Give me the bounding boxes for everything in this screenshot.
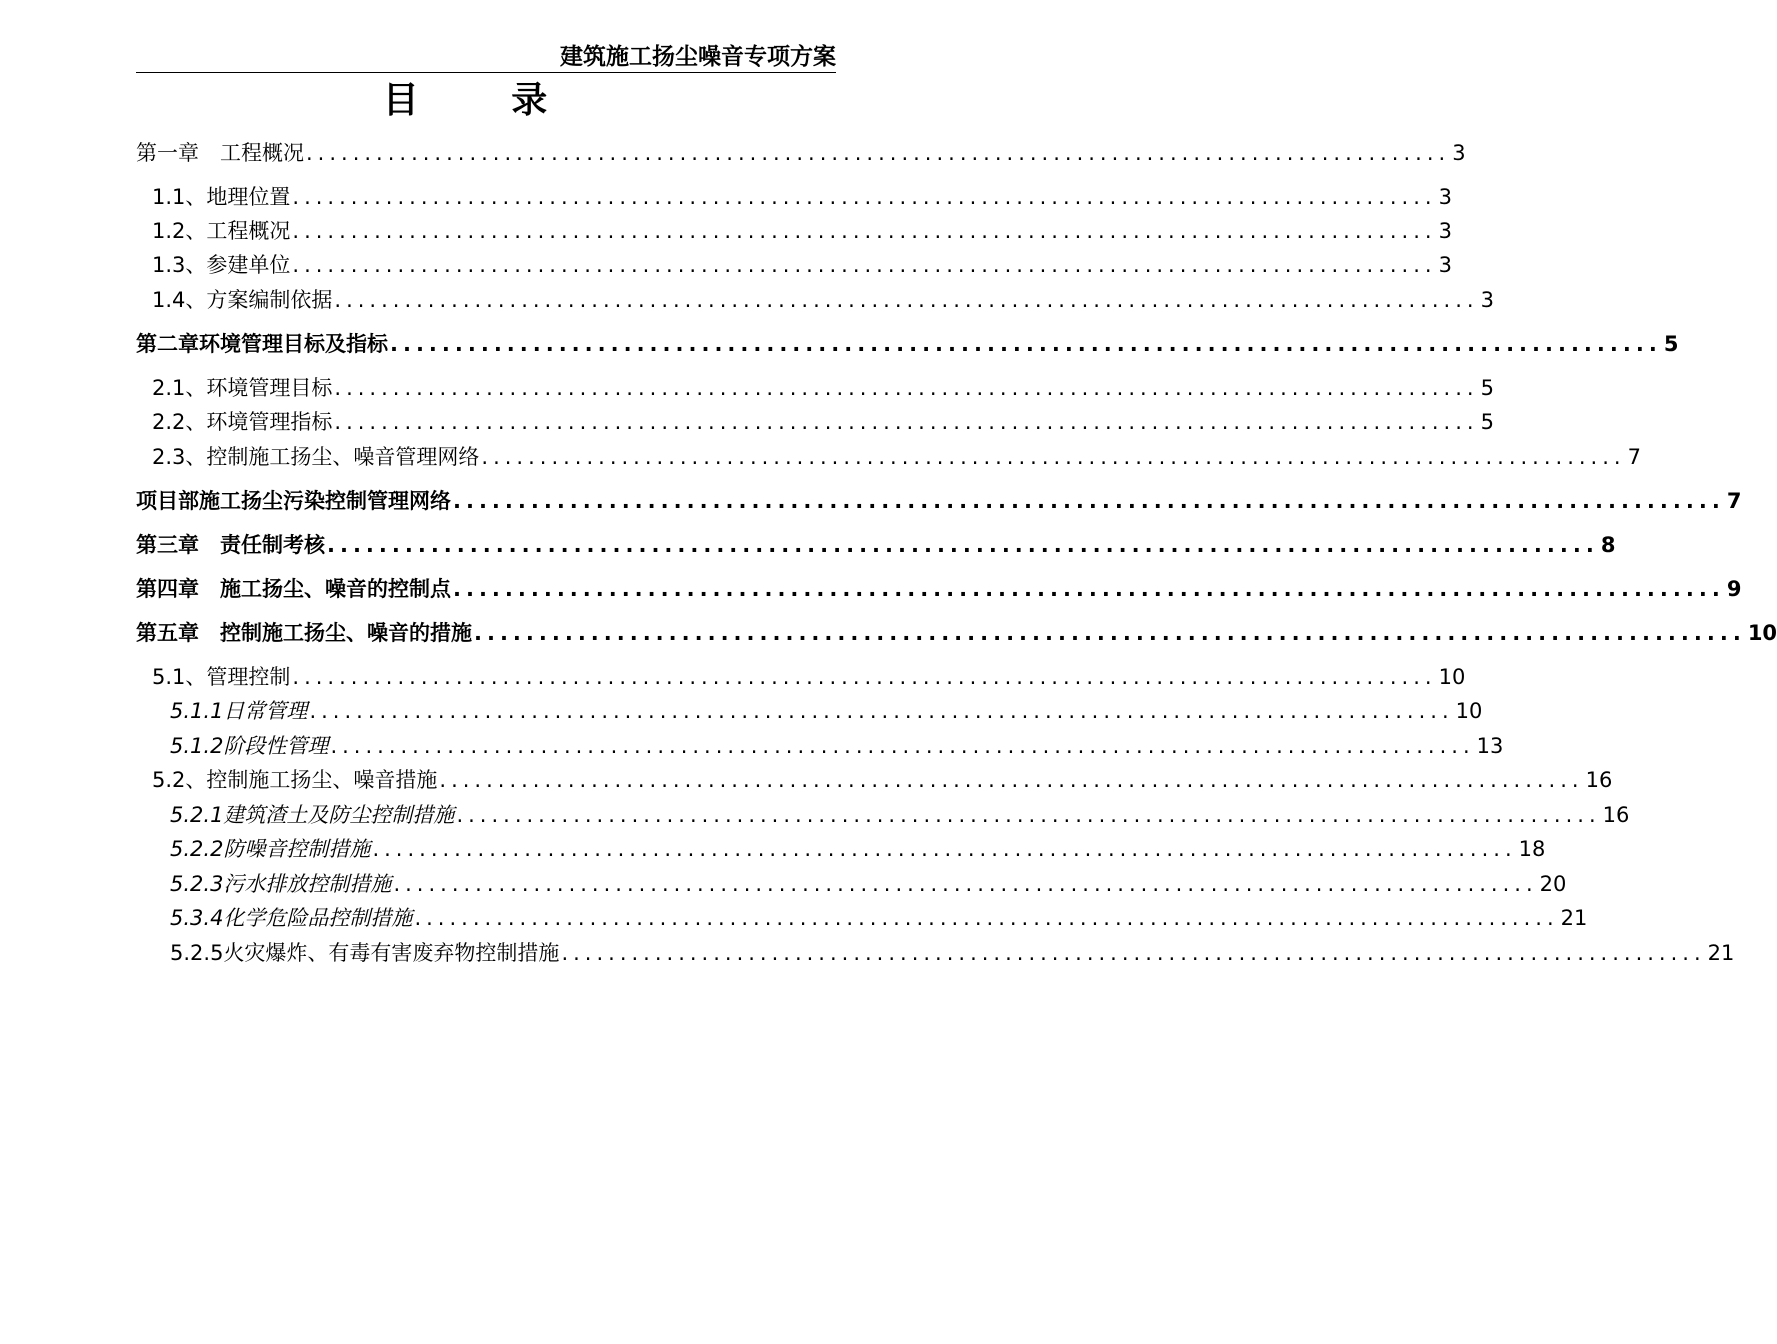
dot-leader: .................................................................................................. (309, 699, 1454, 723)
dot-leader: .................................................................................................. (474, 621, 1746, 645)
toc-entry-1-3[interactable] (136, 250, 1452, 280)
dot-leader: .................................................................................................. (327, 533, 1599, 557)
dot-leader: .................................................................................................. (334, 376, 1479, 400)
toc-entry-page: 8 (1600, 533, 1616, 557)
dot-leader: .................................................................................................. (334, 288, 1479, 312)
toc-entry-page: 13 (1476, 734, 1504, 758)
toc-entry-5-1-2[interactable] (136, 731, 1504, 761)
toc-entry-label: 2.1、环境管理目标 (152, 376, 333, 400)
toc-entry-label: 2.2、环境管理指标 (152, 410, 333, 434)
toc-entry-2-3[interactable] (136, 442, 1641, 472)
toc-entry-5-2-1[interactable] (136, 800, 1630, 830)
toc-entry-chapter-5[interactable] (136, 618, 1777, 648)
header-rule (136, 72, 836, 73)
toc-entry-5-1-1[interactable] (136, 696, 1483, 726)
dot-leader: .................................................................................................. (439, 768, 1584, 792)
toc-entry-page: 21 (1707, 941, 1735, 965)
toc-entry-label: 5.2.2防噪音控制措施 (170, 837, 371, 861)
toc-entry-1-2[interactable] (136, 216, 1452, 246)
dot-leader: .................................................................................................. (292, 219, 1437, 243)
toc-entry-label: 5.2、控制施工扬尘、噪音措施 (152, 768, 438, 792)
dot-leader: .................................................................................................. (393, 872, 1538, 896)
toc-entry-page: 5 (1663, 332, 1679, 356)
toc-entry-page: 10 (1747, 621, 1777, 645)
toc-entry-label: 1.1、地理位置 (152, 185, 291, 209)
toc-entry-5-2[interactable] (136, 765, 1613, 795)
toc-entry-page: 16 (1585, 768, 1613, 792)
toc-title: 目 录 (382, 80, 588, 121)
toc-entry-network[interactable] (136, 486, 1742, 516)
toc-entry-chapter-1[interactable] (136, 138, 1466, 168)
dot-leader: .................................................................................................. (453, 577, 1725, 601)
toc-entry-1-1[interactable] (136, 182, 1452, 212)
toc-entry-5-2-5[interactable] (136, 938, 1735, 968)
toc-entry-5-2-3[interactable] (136, 869, 1567, 899)
toc-entry-chapter-2[interactable] (136, 329, 1679, 359)
toc-entry-5-1[interactable] (136, 662, 1466, 692)
toc-entry-label: 5.1.1日常管理 (170, 699, 308, 723)
toc-entry-label: 第三章 责任制考核 (136, 533, 325, 557)
running-header: 建筑施工扬尘噪音专项方案 (560, 44, 836, 70)
dot-leader: .................................................................................................. (330, 734, 1475, 758)
toc-entry-page: 3 (1438, 253, 1452, 277)
toc-entry-label: 5.2.5火灾爆炸、有毒有害废弃物控制措施 (170, 941, 560, 965)
dot-leader: .................................................................................................. (481, 445, 1626, 469)
dot-leader: .................................................................................................. (292, 665, 1437, 689)
toc-entry-label: 第二章环境管理目标及指标 (136, 332, 388, 356)
dot-leader: .................................................................................................. (306, 141, 1451, 165)
toc-entry-label: 1.2、工程概况 (152, 219, 291, 243)
toc-entry-page: 10 (1455, 699, 1483, 723)
toc-entry-page: 3 (1452, 141, 1466, 165)
toc-entry-label: 5.2.1建筑渣土及防尘控制措施 (170, 803, 455, 827)
toc-entry-2-1[interactable] (136, 373, 1494, 403)
toc-entry-label: 第五章 控制施工扬尘、噪音的措施 (136, 621, 472, 645)
dot-leader: .................................................................................................. (561, 941, 1706, 965)
toc-entry-page: 21 (1560, 906, 1588, 930)
toc-entry-page: 3 (1480, 288, 1494, 312)
dot-leader: .................................................................................................. (292, 253, 1437, 277)
toc-entry-page: 5 (1480, 376, 1494, 400)
toc-entry-label: 1.3、参建单位 (152, 253, 291, 277)
toc-entry-label: 项目部施工扬尘污染控制管理网络 (136, 489, 451, 513)
dot-leader: .................................................................................................. (334, 410, 1479, 434)
toc-entry-page: 7 (1726, 489, 1742, 513)
dot-leader: .................................................................................................. (390, 332, 1662, 356)
toc-entry-5-2-2[interactable] (136, 834, 1546, 864)
dot-leader: .................................................................................................. (372, 837, 1517, 861)
toc-entry-page: 5 (1480, 410, 1494, 434)
toc-entry-label: 第四章 施工扬尘、噪音的控制点 (136, 577, 451, 601)
toc-entry-page: 10 (1438, 665, 1466, 689)
toc-entry-page: 18 (1518, 837, 1546, 861)
dot-leader: .................................................................................................. (414, 906, 1559, 930)
toc-entry-chapter-3[interactable] (136, 530, 1616, 560)
toc-entry-1-4[interactable] (136, 285, 1494, 315)
toc-entry-label: 5.1.2阶段性管理 (170, 734, 329, 758)
toc-entry-label: 5.1、管理控制 (152, 665, 291, 689)
toc-entry-label: 第一章 工程概况 (136, 141, 304, 165)
dot-leader: .................................................................................................. (453, 489, 1725, 513)
toc-entry-2-2[interactable] (136, 407, 1494, 437)
toc-entry-page: 9 (1726, 577, 1742, 601)
toc-entry-page: 7 (1627, 445, 1641, 469)
toc-entry-page: 3 (1438, 219, 1452, 243)
dot-leader: .................................................................................................. (456, 803, 1601, 827)
toc-entry-label: 2.3、控制施工扬尘、噪音管理网络 (152, 445, 480, 469)
toc-entry-5-3-4[interactable] (136, 903, 1588, 933)
toc-entry-chapter-4[interactable] (136, 574, 1742, 604)
toc-entry-page: 3 (1438, 185, 1452, 209)
toc-entry-label: 5.2.3污水排放控制措施 (170, 872, 392, 896)
toc-entry-label: 5.3.4化学危险品控制措施 (170, 906, 413, 930)
toc-entry-label: 1.4、方案编制依据 (152, 288, 333, 312)
toc-entry-page: 20 (1539, 872, 1567, 896)
dot-leader: .................................................................................................. (292, 185, 1437, 209)
toc-entry-page: 16 (1602, 803, 1630, 827)
